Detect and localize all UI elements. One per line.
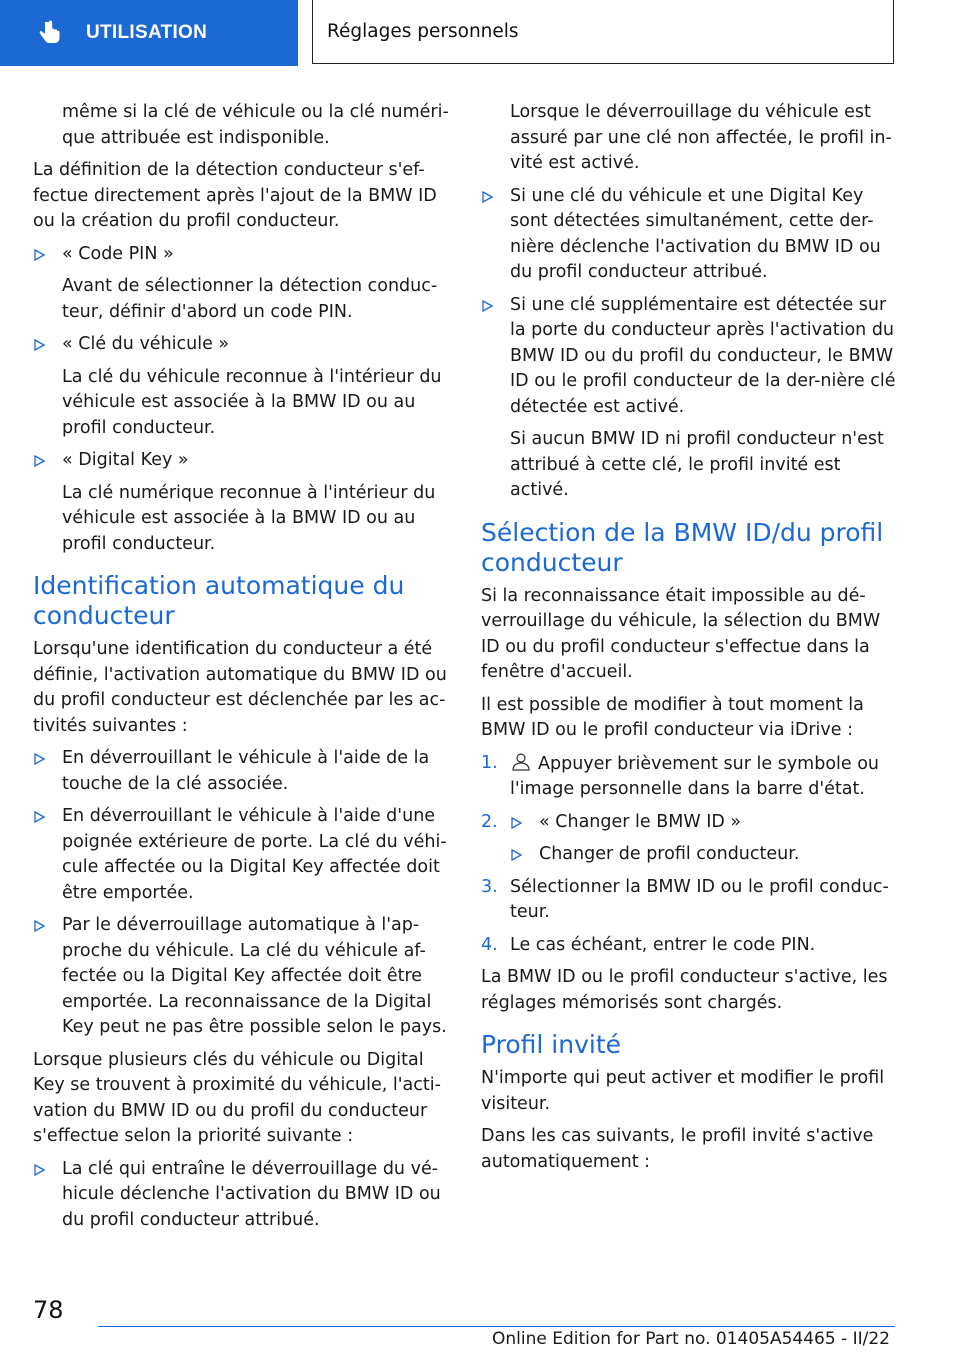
step-item <box>481 933 896 959</box>
paragraph: Dans les cas suivants, le profil invité s'active automatiquement : <box>481 1126 874 1172</box>
triangle-bullet-icon <box>34 339 45 351</box>
list-item-text: Si une clé du véhicule et une Digital Key sont détectées simultanément, cette der-nière déclenche l'activation du BMW ID ou du profil conducteur attribué. <box>510 185 881 282</box>
list-item <box>33 804 453 906</box>
sub-item-text: « Changer le BMW ID » <box>539 811 742 832</box>
paragraph: Il est possible de modifier à tout moment la BMW ID ou le profil conducteur via iDrive : <box>481 694 864 740</box>
triangle-bullet-icon <box>482 300 493 312</box>
hand-pointer-icon <box>36 19 64 47</box>
option-text: La clé numérique reconnue à l'intérieur du véhicule est associée à la BMW ID ou au profil conducteur. <box>62 482 436 554</box>
list-item <box>33 448 453 557</box>
person-icon <box>510 751 532 773</box>
triangle-bullet-icon <box>34 811 45 823</box>
list-item <box>33 332 453 441</box>
paragraph: La BMW ID ou le profil conducteur s'active, les réglages mémorisés sont chargés. <box>481 967 888 1013</box>
step-text: Le cas échéant, entrer le code PIN. <box>510 934 816 955</box>
triangle-bullet-icon <box>482 191 493 203</box>
list-item <box>481 293 896 504</box>
page-title: Réglages personnels <box>312 0 894 64</box>
paragraph: La définition de la détection conducteur s'ef-fectue directement après l'ajout de la BMW ID ou la création du profil conducteur. <box>33 160 437 231</box>
step-item <box>481 751 896 803</box>
triangle-bullet-icon <box>34 455 45 467</box>
step-text: Appuyer brièvement sur le symbole ou l'image personnelle dans la barre d'état. <box>510 753 880 799</box>
footer-divider <box>98 1326 895 1327</box>
step-number: 4. <box>481 934 498 955</box>
page-number: 78 <box>33 1296 64 1324</box>
section-heading: Identification automatique du conducteur <box>33 571 405 630</box>
triangle-bullet-icon <box>34 1164 45 1176</box>
list-item-text: La clé qui entraîne le déverrouillage du vé-hicule déclenche l'activation du BMW ID ou du profil conducteur attribué. <box>62 1158 441 1230</box>
triangle-bullet-icon <box>34 920 45 932</box>
step-item <box>481 810 896 868</box>
triangle-bullet-icon <box>511 849 522 861</box>
list-item <box>33 242 453 326</box>
step-number: 3. <box>481 876 498 897</box>
list-item-text: En déverrouillant le véhicule à l'aide de la touche de la clé associée. <box>62 748 430 794</box>
step-number: 2. <box>481 811 498 832</box>
list-item-text: En déverrouillant le véhicule à l'aide d'une poignée extérieure de porte. La clé du véhi-cule affectée ou la Digital Key affectée doit être emportée. <box>62 806 447 903</box>
paragraph: N'importe qui peut activer et modifier le profil visiteur. <box>481 1068 885 1114</box>
list-item <box>33 913 453 1041</box>
option-title: « Clé du véhicule » <box>62 334 230 354</box>
list-item-text: Par le déverrouillage automatique à l'ap-proche du véhicule. La clé du véhicule af-fectée ou la Digital Key affectée doit être emportée. La reconnaissance de la Digital Key peut ne pas être possible selon le pays. <box>62 915 447 1037</box>
right-column <box>481 100 896 1182</box>
step-number: 1. <box>481 752 498 773</box>
paragraph: même si la clé de véhicule ou la clé numéri-que attribuée est indisponible. <box>62 102 449 148</box>
list-item <box>33 746 453 797</box>
list-item <box>481 184 896 286</box>
left-column <box>33 100 453 1240</box>
sub-list-item <box>481 810 896 836</box>
list-item-text: Si une clé supplémentaire est détectée sur la porte du conducteur après l'activation du BMW ID ou du profil du conducteur, le BMW ID ou le profil conducteur de la der-nière clé détectée est activé. <box>510 294 896 417</box>
step-item <box>481 875 896 926</box>
step-text: Sélectionner la BMW ID ou le profil conduc-teur. <box>510 876 889 922</box>
footer-edition: Online Edition for Part no. 01405A54465 - II/22 <box>491 1329 890 1349</box>
section-heading: Sélection de la BMW ID/du profil conducteur <box>481 517 884 577</box>
list-item-note: Si aucun BMW ID ni profil conducteur n'est attribué à cette clé, le profil invité est activé. <box>510 429 884 500</box>
option-title: « Digital Key » <box>62 450 189 470</box>
section-label: UTILISATION <box>86 22 208 43</box>
option-text: Avant de sélectionner la détection conduc-teur, définir d'abord un code PIN. <box>62 276 438 322</box>
triangle-bullet-icon <box>511 817 522 829</box>
triangle-bullet-icon <box>34 753 45 765</box>
paragraph: Lorsqu'une identification du conducteur a été définie, l'activation automatique du BMW ID ou du profil conducteur est déclenchée par les ac-tivités suivantes : <box>33 639 447 736</box>
section-heading: Profil invité <box>481 1030 622 1059</box>
option-title: « Code PIN » <box>62 243 174 264</box>
paragraph: Si la reconnaissance était impossible au dé-verrouillage du véhicule, la sélection du BMW ID ou du profil conducteur s'effectue dans la fenêtre d'accueil. <box>481 585 881 682</box>
list-item <box>33 1157 453 1234</box>
paragraph: Lorsque plusieurs clés du véhicule ou Digital Key se trouvent à proximité du véhicule, l'acti-vation du BMW ID ou du profil du conducteur s'effectue selon la priorité suivante : <box>33 1049 441 1146</box>
section-tab <box>0 0 298 66</box>
sub-list-item <box>481 842 896 868</box>
sub-item-text: Changer de profil conducteur. <box>539 844 800 864</box>
option-text: La clé du véhicule reconnue à l'intérieur du véhicule est associée à la BMW ID ou au profil conducteur. <box>62 366 442 438</box>
paragraph: Lorsque le déverrouillage du véhicule est assuré par une clé non affectée, le profil in-vité est activé. <box>510 102 892 173</box>
triangle-bullet-icon <box>34 249 45 261</box>
